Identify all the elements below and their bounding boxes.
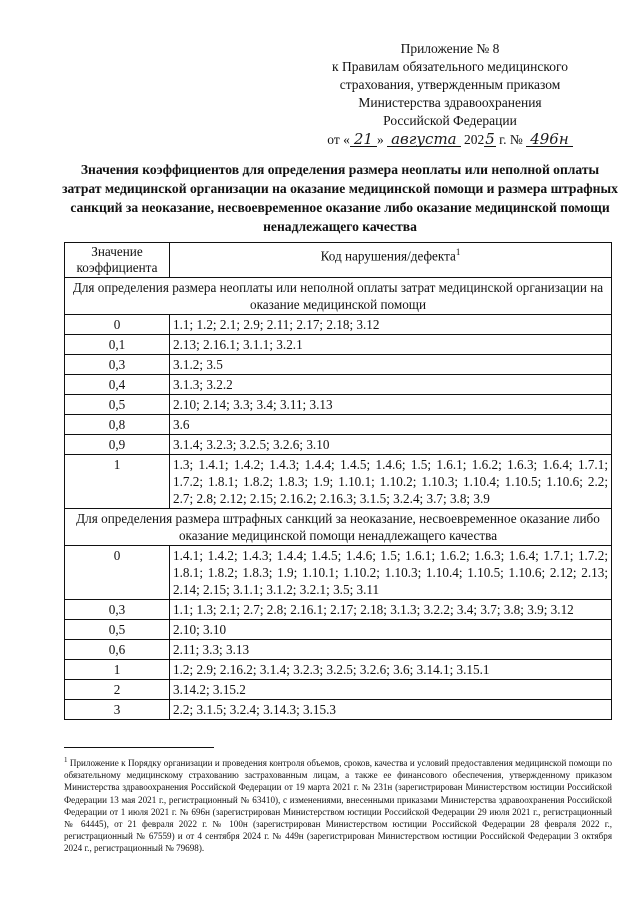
codes-cell: 1.4.1; 1.4.2; 1.4.3; 1.4.4; 1.4.5; 1.4.6; 1.5; 1.6.1; 1.6.2; 1.6.3; 1.6.4; 1.7.1; 1.7.2; 1.8.1; 1.8.2; 1.8.3; 1.9; 1.10.1; 1.10.2; 1.10.3; 1.10.4; 1.10.5; 1.10.6; 2.12; 2.13; 2.14; 2.15; 3.1.1; 3.1.2; 3.2.1; 3.5; 3.11 [170, 546, 612, 600]
codes-cell: 1.1; 1.2; 2.1; 2.9; 2.11; 2.17; 2.18; 3.12 [170, 315, 612, 335]
year-prefix: 202 [464, 132, 485, 147]
coefficients-table [64, 242, 612, 720]
section-row [65, 509, 612, 546]
coefficient-cell: 0,5 [65, 395, 170, 415]
table-row [65, 395, 612, 415]
date-prefix: от « [327, 132, 350, 147]
handwritten-order-number: 496н [526, 132, 573, 147]
table-row [65, 355, 612, 375]
coefficient-cell: 2 [65, 680, 170, 700]
codes-cell: 3.6 [170, 415, 612, 435]
coefficient-cell: 0 [65, 315, 170, 335]
appendix-line: страхования, утвержденным приказом [339, 77, 561, 92]
table-row [65, 335, 612, 355]
table-row [65, 640, 612, 660]
footnote [64, 754, 612, 855]
handwritten-year-digit: 5 [485, 130, 495, 148]
coefficient-cell: 0 [65, 546, 170, 600]
coefficient-cell: 0,6 [65, 640, 170, 660]
appendix-line: Министерства здравоохранения [358, 95, 542, 110]
codes-cell: 2.2; 3.1.5; 3.2.4; 3.14.3; 3.15.3 [170, 700, 612, 720]
table-body [65, 278, 612, 720]
codes-cell: 1.1; 1.3; 2.1; 2.7; 2.8; 2.16.1; 2.17; 2.18; 3.1.3; 3.2.2; 3.4; 3.7; 3.8; 3.9; 3.12 [170, 600, 612, 620]
coefficient-cell: 1 [65, 455, 170, 509]
header-code-label: Код нарушения/дефекта [320, 248, 456, 264]
appendix-line: Приложение № 8 [400, 41, 500, 56]
coefficient-cell: 1 [65, 660, 170, 680]
coefficient-cell: 0,1 [65, 335, 170, 355]
table-row [65, 700, 612, 720]
coefficient-cell: 0,9 [65, 435, 170, 455]
coefficient-cell: 0,3 [65, 600, 170, 620]
table-row [65, 315, 612, 335]
table-row [65, 375, 612, 395]
table-row [65, 546, 612, 600]
footnote-mark: 1 [64, 756, 68, 764]
coefficient-cell: 0,8 [65, 415, 170, 435]
codes-cell: 3.1.3; 3.2.2 [170, 375, 612, 395]
codes-cell: 2.10; 2.14; 3.3; 3.4; 3.11; 3.13 [170, 395, 612, 415]
table-row [65, 435, 612, 455]
handwritten-day: 21 [350, 132, 377, 147]
table-row [65, 455, 612, 509]
section1-title: Для определения размера неоплаты или неполной оплаты затрат медицинской организации на оказание медицинской помощи [65, 278, 612, 315]
document-title: Значения коэффициентов для определения размера неоплаты или неполной оплаты затрат медицинской организации на оказание медицинской помощи и размера штрафных санкций за неоказание, несвоевременное оказание либо оказание медицинской помощи ненадлежащего качества [62, 162, 618, 234]
codes-cell: 3.1.4; 3.2.3; 3.2.5; 3.2.6; 3.10 [170, 435, 612, 455]
coefficient-cell: 3 [65, 700, 170, 720]
number-prefix: г. № [499, 132, 523, 147]
section2-title: Для определения размера штрафных санкций за неоказание, несвоевременное оказание либо оказание медицинской помощи ненадлежащего качества [65, 509, 612, 546]
footnote-text: Приложение к Порядку организации и проведения контроля объемов, сроков, качества и условий предоставления медицинской помощи по обязательному медицинскому страхованию застрахованным лицам, а также ее финансового обеспечения, утвержденному приказом Министерства здравоохранения Российской Федерации от 19 марта 2021 г. № 231н (зарегистрирован Министерством юстиции Российской Федерации 13 мая 2021 г., регистрационный № 63410), с изменениями, внесенными приказами Министерства здравоохранения Российской Федерации от 1 июля 2021 г. № 696н (зарегистрирован Министерством юстиции Российской Федерации 29 июля 2021 г., регистрационный № 64445), от 21 февраля 2022 г. № 100н (зарегистрирован Министерством юстиции Российской Федерации 28 февраля 2022 г., регистрационный № 67559) и от 4 сентября 2024 г. № 449н (зарегистрирован Министерством юстиции Российской Федерации 3 октября 2024 г., регистрационный № 79698). [64, 758, 612, 854]
table-row [65, 660, 612, 680]
codes-cell: 1.3; 1.4.1; 1.4.2; 1.4.3; 1.4.4; 1.4.5; 1.4.6; 1.5; 1.6.1; 1.6.2; 1.6.3; 1.6.4; 1.7.1; 1.7.2; 1.8.1; 1.8.2; 1.8.3; 1.9; 1.10.1; 1.10.2; 1.10.3; 1.10.4; 1.10.5; 1.10.6; 2.2; 2.7; 2.8; 2.12; 2.15; 2.16.2; 2.16.3; 3.1.5; 3.2.4; 3.7; 3.8; 3.9 [170, 455, 612, 509]
appendix-line: Российской Федерации [383, 113, 517, 128]
header-coefficient: Значение коэффициента [65, 243, 170, 278]
coefficient-cell: 0,3 [65, 355, 170, 375]
footnote-divider [64, 747, 214, 748]
section-row [65, 278, 612, 315]
appendix-line: к Правилам обязательного медицинского [332, 59, 568, 74]
table-row [65, 680, 612, 700]
table-row [65, 415, 612, 435]
table-row [65, 620, 612, 640]
codes-cell: 3.14.2; 3.15.2 [170, 680, 612, 700]
handwritten-month: августа [387, 132, 461, 147]
codes-cell: 2.11; 3.3; 3.13 [170, 640, 612, 660]
table-header-row [65, 243, 612, 278]
coefficient-cell: 0,4 [65, 375, 170, 395]
codes-cell: 3.1.2; 3.5 [170, 355, 612, 375]
table-row [65, 600, 612, 620]
codes-cell: 1.2; 2.9; 2.16.2; 3.1.4; 3.2.3; 3.2.5; 3.2.6; 3.6; 3.14.1; 3.15.1 [170, 660, 612, 680]
date-mid: » [376, 132, 384, 147]
appendix-header [300, 40, 600, 149]
codes-cell: 2.10; 3.10 [170, 620, 612, 640]
codes-cell: 2.13; 2.16.1; 3.1.1; 3.2.1 [170, 335, 612, 355]
header-code [170, 243, 612, 278]
coefficient-cell: 0,5 [65, 620, 170, 640]
footnote-ref: 1 [455, 247, 461, 257]
order-date-line [300, 131, 600, 149]
